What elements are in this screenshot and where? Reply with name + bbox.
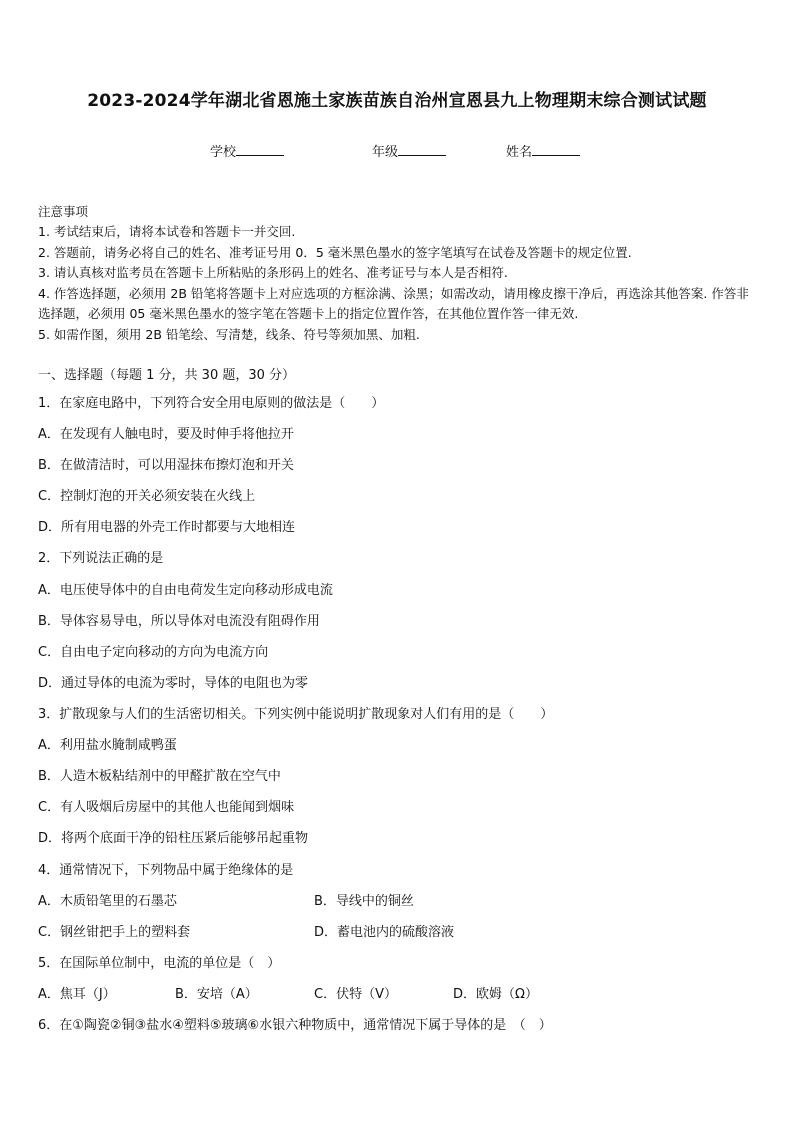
question-stem: 3．扩散现象与人们的生活密切相关。下列实例中能说明扩散现象对人们有用的是（ ）: [38, 707, 554, 722]
section-heading: 一、选择题（每题 1 分，共 30 题，30 分）: [38, 368, 296, 383]
option-b: B．人造木板粘结剂中的甲醛扩散在空气中: [38, 769, 281, 784]
name-blank: [532, 143, 580, 156]
notice-item: 2. 答题前，请务必将自己的姓名、准考证号用 0．5 毫米黑色墨水的签字笔填写在试卷及答题卡的规定位置.: [38, 244, 632, 260]
option-b: B．在做清洁时，可以用湿抹布擦灯泡和开关: [38, 458, 294, 473]
option-b: B．导体容易导电，所以导体对电流没有阻碍作用: [38, 614, 320, 629]
option-c: C．控制灯泡的开关必须安装在火线上: [38, 489, 256, 504]
grade-field: [372, 141, 446, 160]
question-stem: 6．在①陶瓷②铜③盐水④塑料⑤玻璃⑥水银六种物质中，通常情况下属于导体的是 （ ）: [38, 1018, 552, 1033]
notice-item: 1. 考试结束后，请将本试卷和答题卡一并交回.: [38, 224, 296, 239]
option-d: D．通过导体的电流为零时，导体的电阻也为零: [38, 676, 309, 691]
school-label: 学校: [210, 145, 237, 160]
option-a: A．电压使导体中的自由电荷发生定向移动形成电流: [38, 583, 333, 598]
name-label: 姓名: [506, 145, 533, 160]
notice-list: [38, 222, 760, 345]
option-d: D．将两个底面干净的铅柱压紧后能够吊起重物: [38, 831, 309, 846]
grade-blank: [398, 143, 446, 156]
question-stem: 2．下列说法正确的是: [38, 551, 164, 566]
question-stem: 5．在国际单位制中，电流的单位是（ ）: [38, 956, 281, 971]
school-blank: [236, 143, 284, 156]
option-a: A．在发现有人触电时，要及时伸手将他拉开: [38, 427, 294, 442]
school-field: [210, 141, 284, 160]
page-title: 2023-2024学年湖北省恩施土家族苗族自治州宣恩县九上物理期末综合测试试题: [87, 91, 707, 111]
option-d: D．蓄电池内的硫酸溶液: [314, 925, 455, 940]
question-stem: 4．通常情况下，下列物品中属于绝缘体的是: [38, 863, 294, 878]
option-d: D．欧姆（Ω）: [453, 987, 538, 1002]
option-a: A．焦耳（J）: [38, 987, 116, 1002]
grade-label: 年级: [372, 145, 399, 160]
notice-item: 5. 如需作图，须用 2B 铅笔绘、写清楚，线条、符号等须加黑、加粗.: [38, 326, 420, 342]
notice-item: 4. 作答选择题，必须用 2B 铅笔将答题卡上对应选项的方框涂满、涂黑；如需改动，请用橡皮擦干净后，再选涂其他答案. 作答非选择题，必须用 05 毫米黑色墨水的签字笔在答题卡上的指定位置作答，在其他位置作答一律无效.: [38, 285, 749, 321]
option-d: D．所有用电器的外壳工作时都要与大地相连: [38, 520, 296, 535]
option-b: B．安培（A）: [175, 987, 258, 1002]
notice-item: 3. 请认真核对监考员在答题卡上所粘贴的条形码上的姓名、准考证号与本人是否相符.: [38, 265, 508, 280]
question-stem: 1．在家庭电路中，下列符合安全用电原则的做法是（ ）: [38, 396, 385, 411]
name-field: [506, 141, 580, 160]
option-c: C．有人吸烟后房屋中的其他人也能闻到烟味: [38, 800, 295, 815]
option-a: A．利用盐水腌制咸鸭蛋: [38, 738, 177, 753]
notice-heading: 注意事项: [38, 204, 89, 219]
option-b: B．导线中的铜丝: [314, 894, 414, 909]
option-c: C．伏特（V）: [314, 987, 397, 1002]
option-c: C．自由电子定向移动的方向为电流方向: [38, 645, 269, 660]
option-a: A．木质铅笔里的石墨芯: [38, 894, 177, 909]
option-c: C．钢丝钳把手上的塑料套: [38, 925, 191, 940]
